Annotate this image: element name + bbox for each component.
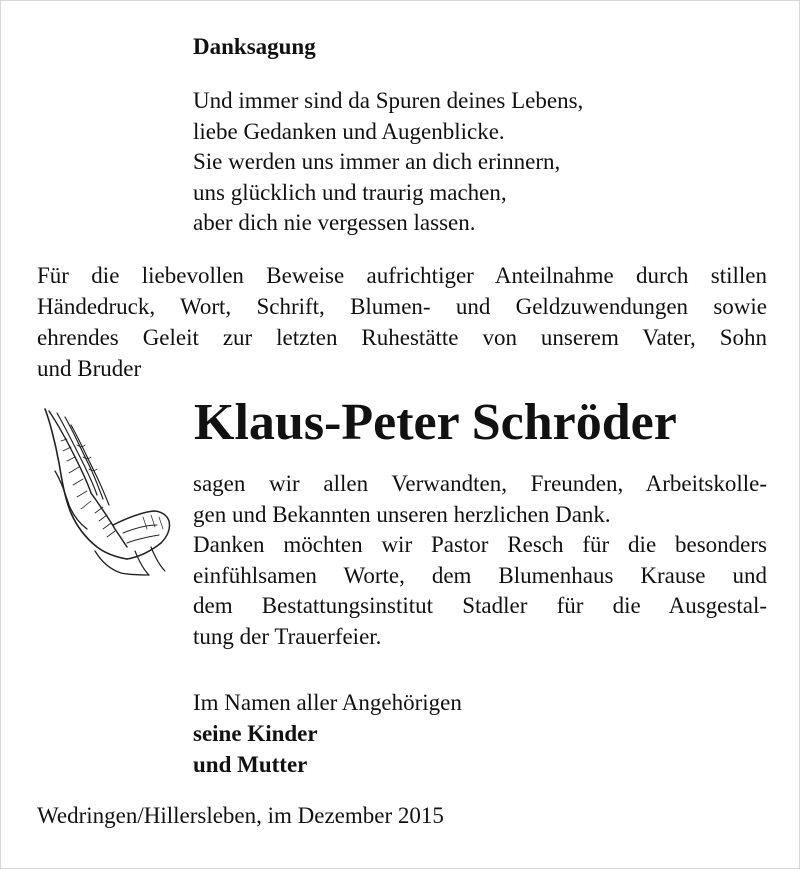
thanks-line: gen und Bekannten unseren herzlichen Dank.: [193, 501, 611, 527]
thanks-line: tung der Trauerfeier.: [193, 623, 382, 649]
signer-children: seine Kinder: [193, 721, 318, 746]
place-date: Wedringen/Hillersleben, im Dezember 2015: [37, 803, 444, 828]
intro-paragraph: [37, 260, 767, 384]
thanks-line: Danken möchten wir Pastor Resch für die besonders: [193, 532, 767, 557]
intro-line: Für die liebevollen Beweise aufrichtiger Anteilnahme durch stillen: [37, 263, 767, 288]
deceased-name: Klaus-Peter Schröder: [194, 394, 677, 451]
signer-mother: und Mutter: [193, 752, 308, 777]
thanks-paragraph: [193, 469, 767, 652]
poem-line: aber dich nie vergessen lassen.: [193, 210, 476, 235]
poem: [193, 86, 583, 239]
praying-hands-icon: [35, 401, 175, 581]
poem-line: uns glücklich und traurig machen,: [193, 179, 507, 205]
intro-line: und Bruder: [37, 356, 142, 381]
signature-block: [193, 687, 462, 780]
intro-line: Händedruck, Wort, Schrift, Blumen- und Geldzuwendungen sowie: [37, 294, 767, 319]
thanks-line: dem Bestattungsinstitut Stadler für die Ausgestal-: [193, 593, 767, 618]
poem-line: liebe Gedanken und Augenblicke.: [193, 118, 505, 144]
thanks-line: sagen wir allen Verwandten, Freunden, Arbeitskolle-: [193, 471, 767, 496]
heading: Danksagung: [193, 34, 316, 59]
poem-line: Sie werden uns immer an dich erinnern,: [193, 149, 561, 174]
poem-line: Und immer sind da Spuren deines Lebens,: [193, 88, 584, 113]
on-behalf-line: Im Namen aller Angehörigen: [193, 690, 462, 715]
intro-line: ehrendes Geleit zur letzten Ruhestätte von unserem Vater, Sohn: [37, 325, 767, 350]
thanks-line: einfühlsamen Worte, dem Blumenhaus Krause und: [193, 562, 767, 588]
